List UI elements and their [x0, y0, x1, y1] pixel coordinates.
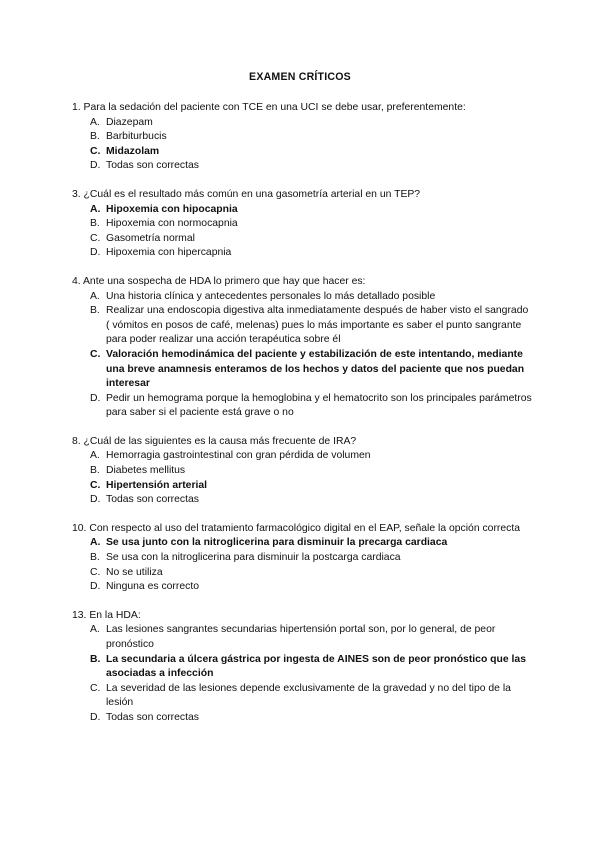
option-text: Se usa junto con la nitroglicerina para disminuir la precarga cardiaca — [106, 537, 448, 549]
option-letter: A. — [90, 450, 100, 462]
option-text: Todas son correctas — [106, 494, 199, 506]
option-text: Ninguna es correcto — [106, 581, 199, 593]
option-letter: C. — [90, 479, 101, 491]
exam-title: EXAMEN CRÍTICOS — [249, 71, 351, 83]
option-item — [72, 290, 532, 305]
option-text: Gasometría normal — [106, 232, 195, 244]
option-item — [72, 566, 532, 581]
option-letter: B. — [90, 131, 100, 143]
option-letter: A. — [90, 624, 100, 636]
option-item — [72, 449, 532, 464]
option-text: Pedir un hemograma porque la hemoglobina y el hematocrito son los principales parámetros para saber si el paciente está grave o no — [106, 392, 532, 419]
option-text: No se utiliza — [106, 566, 163, 578]
option-item — [72, 246, 532, 261]
question-block — [72, 101, 532, 174]
option-text: La secundaria a úlcera gástrica por ingesta de AINES son de peor pronóstico que las asociadas a infección — [106, 653, 526, 680]
option-text: Todas son correctas — [106, 711, 199, 723]
option-item-correct — [72, 479, 532, 494]
option-list — [72, 449, 532, 507]
option-letter: D. — [90, 581, 101, 593]
option-list — [72, 536, 532, 594]
question-text: 4. Ante una sospecha de HDA lo primero que hay que hacer es: — [72, 275, 366, 287]
option-item-correct — [72, 348, 532, 392]
option-item — [72, 711, 532, 726]
option-letter: B. — [90, 653, 101, 665]
option-list — [72, 203, 532, 261]
question-block — [72, 188, 532, 261]
option-item-correct — [72, 203, 532, 218]
option-letter: B. — [90, 552, 100, 564]
option-letter: D. — [90, 711, 101, 723]
question-text: 3. ¿Cuál es el resultado más común en una gasometría arterial en un TEP? — [72, 188, 421, 200]
option-item — [72, 682, 532, 711]
option-text: Todas son correctas — [106, 160, 199, 172]
option-text: Valoración hemodinámica del paciente y estabilización de este intentando, mediante una breve anamnesis enteramos de los hechos y datos del paciente que nos puedan interesar — [106, 348, 525, 390]
option-text: Diazepam — [106, 116, 153, 128]
option-item — [72, 493, 532, 508]
option-text: Las lesiones sangrantes secundarias hipertensión portal son, por lo general, de peor pronóstico — [106, 624, 496, 650]
option-text: Midazolam — [106, 145, 160, 157]
option-letter: C. — [90, 348, 101, 360]
option-letter: C. — [90, 682, 101, 694]
option-list — [72, 116, 532, 174]
option-item — [72, 304, 532, 348]
question-text: 1. Para la sedación del paciente con TCE en una UCI se debe usar, preferentemente: — [72, 102, 466, 113]
option-letter: A. — [90, 116, 100, 128]
option-letter: C. — [90, 145, 101, 157]
option-letter: D. — [90, 494, 101, 506]
option-item — [72, 623, 532, 652]
question-text: 8. ¿Cuál de las siguientes es la causa más frecuente de IRA? — [72, 435, 357, 447]
question-text: 10. Con respecto al uso del tratamiento farmacológico digital en el EAP, señale la opción correcta — [72, 522, 521, 534]
question-block — [72, 609, 532, 726]
question-list — [72, 101, 532, 740]
option-letter: D. — [90, 392, 101, 404]
option-letter: A. — [90, 537, 101, 549]
option-letter: B. — [90, 305, 100, 317]
option-item — [72, 116, 532, 131]
option-item — [72, 159, 532, 174]
option-text: Barbiturbucis — [106, 131, 167, 143]
question-block — [72, 275, 532, 421]
option-text: Hipoxemia con hipercapnia — [106, 247, 232, 259]
option-letter: B. — [90, 465, 100, 477]
option-item-correct — [72, 536, 532, 551]
option-item — [72, 130, 532, 145]
option-item — [72, 551, 532, 566]
option-letter: C. — [90, 566, 101, 578]
option-list — [72, 623, 532, 725]
option-text: Hipertensión arterial — [106, 479, 208, 491]
option-text: Hipoxemia con hipocapnia — [106, 203, 238, 215]
option-letter: C. — [90, 232, 101, 244]
question-block — [72, 435, 532, 508]
question-block — [72, 522, 532, 595]
option-letter: B. — [90, 218, 100, 230]
option-list — [72, 290, 532, 421]
option-text: Hemorragia gastrointestinal con gran pérdida de volumen — [106, 450, 371, 462]
option-letter: A. — [90, 203, 101, 215]
option-item-correct — [72, 653, 532, 682]
option-item — [72, 464, 532, 479]
option-text: Se usa con la nitroglicerina para disminuir la postcarga cardiaca — [106, 552, 401, 564]
option-text: Hipoxemia con normocapnia — [106, 218, 238, 230]
option-text: La severidad de las lesiones depende exclusivamente de la gravedad y no del tipo de la lesión — [106, 682, 511, 709]
option-item — [72, 580, 532, 595]
option-item — [72, 232, 532, 247]
option-text: Diabetes mellitus — [106, 465, 186, 477]
option-letter: A. — [90, 290, 100, 302]
option-item — [72, 217, 532, 232]
question-text: 13. En la HDA: — [72, 609, 141, 621]
option-text: Realizar una endoscopia digestiva alta inmediatamente después de haber visto el sangrado ( vómitos en posos de café, melenas) pues lo más importante es saber el punto sangrante para poder realizar una acción terapéutica sobre él — [106, 305, 529, 346]
option-item-correct — [72, 145, 532, 160]
option-item — [72, 392, 532, 421]
option-letter: D. — [90, 160, 101, 172]
option-text: Una historia clínica y antecedentes personales lo más detallado posible — [106, 290, 436, 302]
option-letter: D. — [90, 247, 101, 259]
